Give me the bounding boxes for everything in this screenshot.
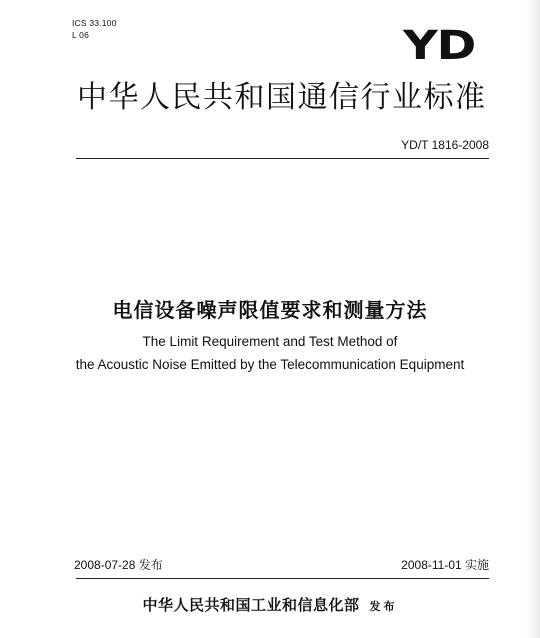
ccs-code: L 06 [72,30,90,40]
footer-divider [76,578,489,579]
english-title-line1: The Limit Requirement and Test Method of [142,334,398,349]
classification-codes [72,17,117,41]
standard-category-title: 中华人民共和国通信行业标准 [77,80,487,115]
header-divider [76,158,489,159]
standard-number: YD/T 1816-2008 [401,138,489,152]
publisher-suffix: 发布 [369,600,398,613]
english-title-line2: the Acoustic Noise Emitted by the Telecommunication Equipment [75,357,465,372]
issue-date: 2008-07-28 发布 [74,558,163,572]
implementation-date: 2008-11-01 实施 [401,558,489,572]
publisher [0,596,540,616]
yd-logo: YD [403,23,476,69]
chinese-title: 电信设备噪声限值要求和测量方法 [112,298,428,322]
publisher-name: 中华人民共和国工业和信息化部 [142,596,360,614]
ics-code: ICS 33.100 [72,18,117,28]
